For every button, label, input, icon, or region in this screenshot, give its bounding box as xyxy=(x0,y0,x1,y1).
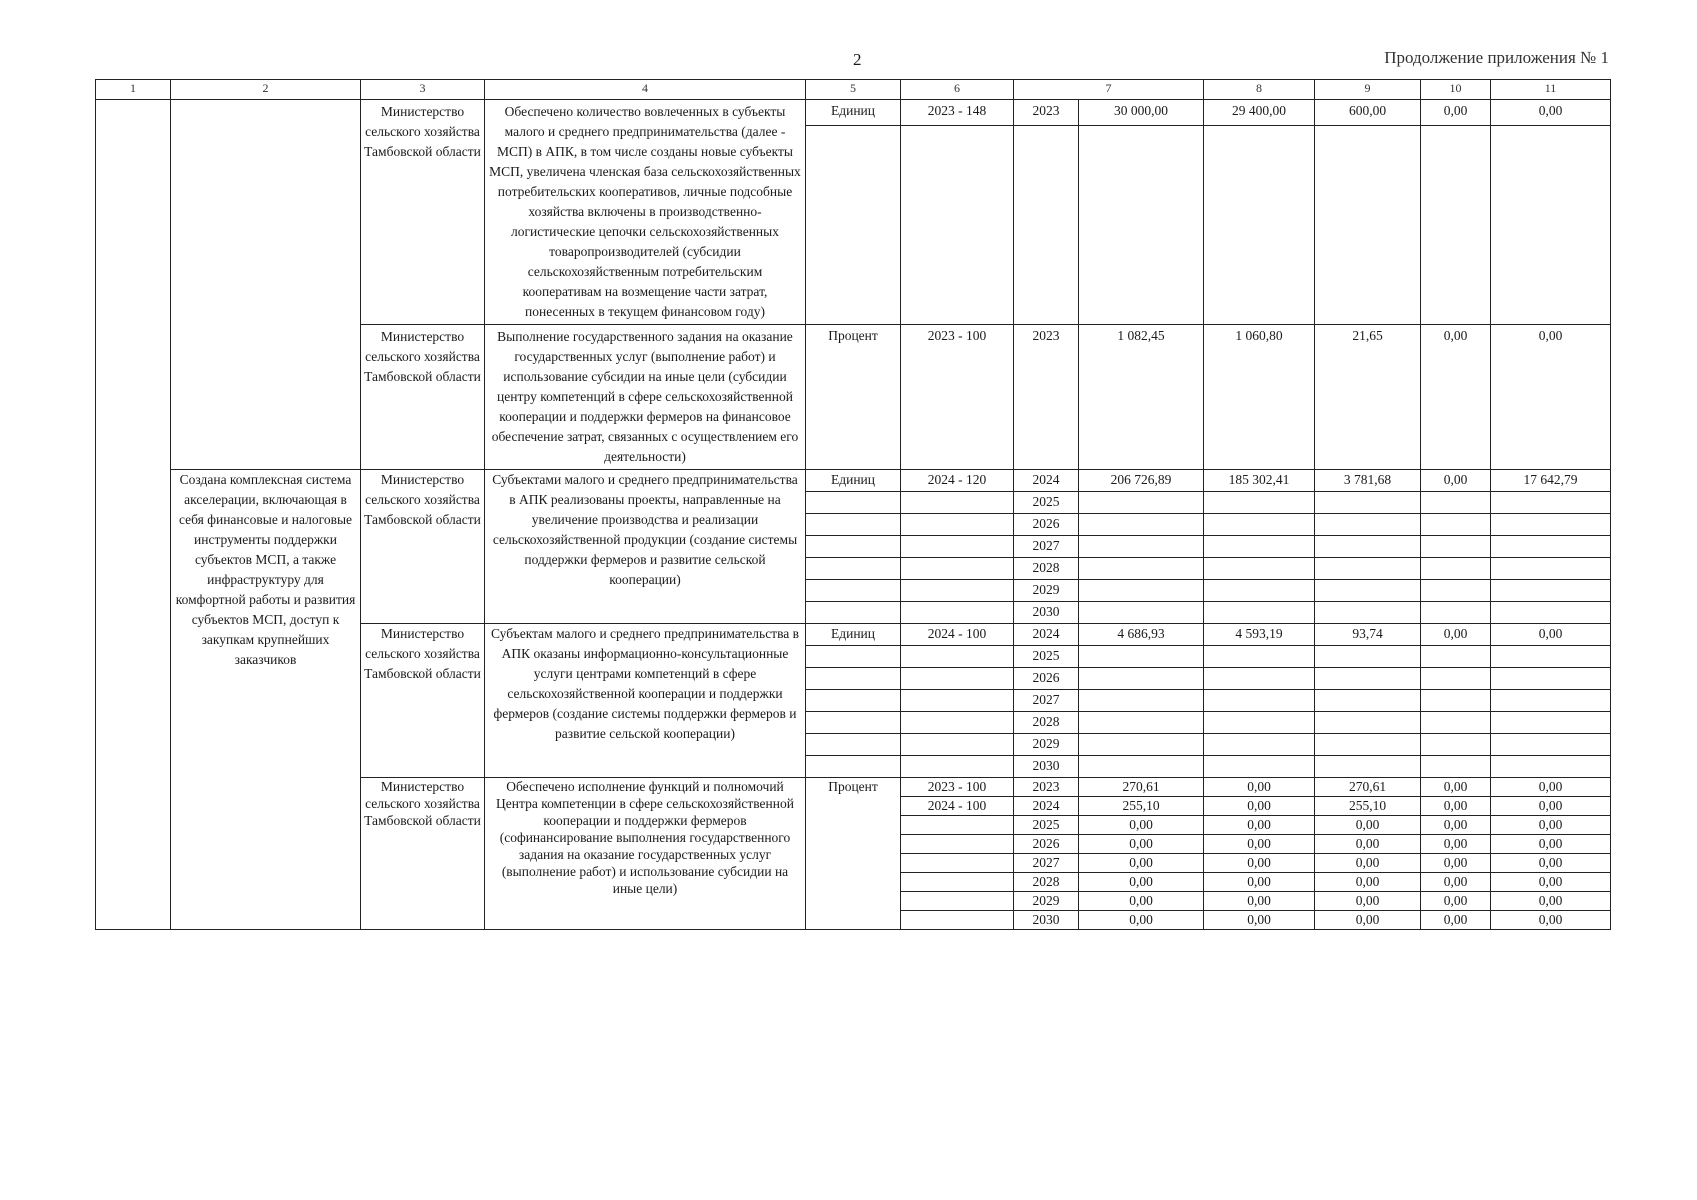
indicator-cell: Обеспечено исполнение функций и полномочий Центра компетенции в сфере сельскохозяйственной кооперации и поддержки фермеров (софинансирование выполнения государственного задания на оказание государственных услуг (выполнение работ) и использование субсидии на иные цели) xyxy=(485,778,806,930)
empty-cell xyxy=(1079,668,1204,690)
indicator-cell: Субъектами малого и среднего предпринимательства в АПК реализованы проекты, направленные на увеличение производства и реализации сельскохозяйственной продукции (создание системы поддержки фермеров и развитие сельской кооперации) xyxy=(485,470,806,624)
value-cell: 0,00 xyxy=(1421,624,1491,646)
column-number: 9 xyxy=(1315,80,1421,100)
value-cell: 4 593,19 xyxy=(1204,624,1315,646)
value-cell: 0,00 xyxy=(1204,911,1315,930)
empty-cell xyxy=(806,558,901,580)
value-cell: 0,00 xyxy=(1421,835,1491,854)
empty-cell xyxy=(1421,646,1491,668)
empty-cell xyxy=(1421,734,1491,756)
empty-cell xyxy=(806,756,901,778)
year-cell: 2025 xyxy=(1014,492,1079,514)
value-cell: 0,00 xyxy=(1421,854,1491,873)
value-cell: 93,74 xyxy=(1315,624,1421,646)
unit-cell: Единиц xyxy=(806,624,901,646)
empty-cell xyxy=(806,492,901,514)
empty-cell xyxy=(901,492,1014,514)
empty-cell xyxy=(1421,756,1491,778)
empty-cell xyxy=(1421,126,1491,325)
value-cell: 255,10 xyxy=(1079,797,1204,816)
value-cell: 0,00 xyxy=(1315,873,1421,892)
col2-cell xyxy=(171,100,361,470)
value-cell: 0,00 xyxy=(1079,835,1204,854)
empty-cell xyxy=(806,712,901,734)
year-cell: 2027 xyxy=(1014,690,1079,712)
target-cell xyxy=(901,854,1014,873)
value-cell: 0,00 xyxy=(1491,873,1611,892)
empty-cell xyxy=(1315,514,1421,536)
year-cell: 2023 xyxy=(1014,778,1079,797)
result-cell: Создана комплексная система акселерации, включающая в себя финансовые и налоговые инструменты поддержки субъектов МСП, а также инфраструктуру для комфортной работы и развития субъектов МСП, доступ к закупкам крупнейших заказчиков xyxy=(171,470,361,930)
year-cell: 2030 xyxy=(1014,911,1079,930)
year-cell: 2026 xyxy=(1014,668,1079,690)
empty-cell xyxy=(901,602,1014,624)
value-cell: 0,00 xyxy=(1315,911,1421,930)
target-cell: 2023 - 100 xyxy=(901,325,1014,470)
value-cell: 185 302,41 xyxy=(1204,470,1315,492)
empty-cell xyxy=(1079,646,1204,668)
empty-cell xyxy=(1315,536,1421,558)
empty-cell xyxy=(806,646,901,668)
empty-cell xyxy=(1491,492,1611,514)
empty-cell xyxy=(1079,690,1204,712)
empty-cell xyxy=(1079,712,1204,734)
value-cell: 0,00 xyxy=(1079,892,1204,911)
value-cell: 0,00 xyxy=(1204,854,1315,873)
empty-cell xyxy=(1014,126,1079,325)
year-cell: 2029 xyxy=(1014,892,1079,911)
empty-cell xyxy=(1491,712,1611,734)
empty-cell xyxy=(1204,126,1315,325)
year-cell: 2028 xyxy=(1014,873,1079,892)
value-cell: 0,00 xyxy=(1315,816,1421,835)
year-cell: 2024 xyxy=(1014,797,1079,816)
empty-cell xyxy=(806,536,901,558)
year-cell: 2024 xyxy=(1014,470,1079,492)
year-cell: 2030 xyxy=(1014,756,1079,778)
empty-cell xyxy=(1491,646,1611,668)
target-cell xyxy=(901,835,1014,854)
empty-cell xyxy=(901,646,1014,668)
value-cell: 0,00 xyxy=(1491,911,1611,930)
value-cell: 0,00 xyxy=(1491,854,1611,873)
empty-cell xyxy=(1204,514,1315,536)
year-cell: 2023 xyxy=(1014,100,1079,126)
empty-cell xyxy=(901,126,1014,325)
value-cell: 0,00 xyxy=(1204,797,1315,816)
empty-cell xyxy=(806,690,901,712)
indicator-cell: Обеспечено количество вовлеченных в субъекты малого и среднего предпринимательства (далее - МСП) в АПК, в том числе созданы новые субъекты МСП, увеличена членская база сельскохозяйственных потребительских кооперативов, личные подсобные хозяйства включены в производственно-логистические цепочки сельскохозяйственных товаропроизводителей (субсидии сельскохозяйственным потребительским кооперативам на возмещение части затрат, понесенных в текущем финансовом году) xyxy=(485,100,806,325)
value-cell: 0,00 xyxy=(1079,873,1204,892)
unit-cell: Процент xyxy=(806,778,901,930)
empty-cell xyxy=(1491,126,1611,325)
value-cell: 270,61 xyxy=(1315,778,1421,797)
target-cell: 2024 - 100 xyxy=(901,624,1014,646)
value-cell: 0,00 xyxy=(1421,816,1491,835)
empty-cell xyxy=(1421,558,1491,580)
value-cell: 0,00 xyxy=(1204,835,1315,854)
value-cell: 0,00 xyxy=(1491,892,1611,911)
value-cell: 0,00 xyxy=(1204,816,1315,835)
empty-cell xyxy=(901,734,1014,756)
value-cell: 0,00 xyxy=(1491,100,1611,126)
empty-cell xyxy=(1204,712,1315,734)
year-cell: 2028 xyxy=(1014,558,1079,580)
empty-cell xyxy=(806,580,901,602)
unit-cell: Единиц xyxy=(806,100,901,126)
year-cell: 2026 xyxy=(1014,514,1079,536)
column-number: 8 xyxy=(1204,80,1315,100)
indicator-cell: Выполнение государственного задания на оказание государственных услуг (выполнение работ) и использование субсидии на иные цели (субсидии центру компетенций в сфере сельскохозяйственной кооперации и поддержки фермеров на финансовое обеспечение затрат, связанных с осуществлением его деятельности) xyxy=(485,325,806,470)
empty-cell xyxy=(806,734,901,756)
empty-cell xyxy=(901,690,1014,712)
column-number: 2 xyxy=(171,80,361,100)
table-row xyxy=(96,470,1611,492)
value-cell: 270,61 xyxy=(1079,778,1204,797)
value-cell: 0,00 xyxy=(1491,624,1611,646)
value-cell: 600,00 xyxy=(1315,100,1421,126)
empty-cell xyxy=(901,712,1014,734)
empty-cell xyxy=(1315,668,1421,690)
value-cell: 0,00 xyxy=(1079,911,1204,930)
value-cell: 0,00 xyxy=(1491,325,1611,470)
column-number: 6 xyxy=(901,80,1014,100)
empty-cell xyxy=(1079,558,1204,580)
value-cell: 0,00 xyxy=(1491,835,1611,854)
target-cell xyxy=(901,873,1014,892)
column-number: 11 xyxy=(1491,80,1611,100)
empty-cell xyxy=(1315,492,1421,514)
column-number-row xyxy=(96,80,1611,100)
empty-cell xyxy=(1079,734,1204,756)
value-cell: 0,00 xyxy=(1421,797,1491,816)
empty-cell xyxy=(806,126,901,325)
column-number: 7 xyxy=(1014,80,1204,100)
ministry-cell: Министерство сельского хозяйства Тамбовской области xyxy=(361,100,485,325)
empty-cell xyxy=(1421,602,1491,624)
ministry-cell: Министерство сельского хозяйства Тамбовской области xyxy=(361,470,485,624)
year-cell: 2029 xyxy=(1014,734,1079,756)
year-cell: 2027 xyxy=(1014,536,1079,558)
empty-cell xyxy=(1315,558,1421,580)
empty-cell xyxy=(1204,734,1315,756)
ministry-cell: Министерство сельского хозяйства Тамбовской области xyxy=(361,624,485,778)
empty-cell xyxy=(1491,734,1611,756)
empty-cell xyxy=(1315,756,1421,778)
empty-cell xyxy=(1315,712,1421,734)
value-cell: 0,00 xyxy=(1491,816,1611,835)
empty-cell xyxy=(901,536,1014,558)
empty-cell xyxy=(1421,690,1491,712)
empty-cell xyxy=(1491,558,1611,580)
page-number: 2 xyxy=(853,50,862,69)
value-cell: 17 642,79 xyxy=(1491,470,1611,492)
empty-cell xyxy=(1079,126,1204,325)
ministry-cell: Министерство сельского хозяйства Тамбовской области xyxy=(361,778,485,930)
year-cell: 2024 xyxy=(1014,624,1079,646)
empty-cell xyxy=(1315,602,1421,624)
value-cell: 0,00 xyxy=(1421,873,1491,892)
empty-cell xyxy=(806,668,901,690)
value-cell: 0,00 xyxy=(1204,892,1315,911)
empty-cell xyxy=(1421,580,1491,602)
year-cell: 2025 xyxy=(1014,646,1079,668)
column-number: 3 xyxy=(361,80,485,100)
empty-cell xyxy=(1315,646,1421,668)
empty-cell xyxy=(1421,514,1491,536)
year-cell: 2030 xyxy=(1014,602,1079,624)
unit-cell: Единиц xyxy=(806,470,901,492)
target-cell xyxy=(901,911,1014,930)
continuation-title: Продолжение приложения № 1 xyxy=(1384,48,1609,67)
empty-cell xyxy=(1204,646,1315,668)
empty-cell xyxy=(1491,668,1611,690)
empty-cell xyxy=(1079,514,1204,536)
empty-cell xyxy=(1204,492,1315,514)
empty-cell xyxy=(1315,734,1421,756)
year-cell: 2025 xyxy=(1014,816,1079,835)
value-cell: 0,00 xyxy=(1491,797,1611,816)
year-cell: 2026 xyxy=(1014,835,1079,854)
value-cell: 0,00 xyxy=(1315,835,1421,854)
target-cell: 2023 - 100 xyxy=(901,778,1014,797)
value-cell: 21,65 xyxy=(1315,325,1421,470)
empty-cell xyxy=(806,514,901,536)
target-cell: 2024 - 100 xyxy=(901,797,1014,816)
value-cell: 206 726,89 xyxy=(1079,470,1204,492)
value-cell: 29 400,00 xyxy=(1204,100,1315,126)
value-cell: 0,00 xyxy=(1421,911,1491,930)
empty-cell xyxy=(1079,492,1204,514)
empty-cell xyxy=(1491,536,1611,558)
empty-cell xyxy=(806,602,901,624)
value-cell: 0,00 xyxy=(1421,325,1491,470)
unit-cell: Процент xyxy=(806,325,901,470)
column-number: 5 xyxy=(806,80,901,100)
value-cell: 0,00 xyxy=(1421,778,1491,797)
empty-cell xyxy=(1204,602,1315,624)
value-cell: 1 082,45 xyxy=(1079,325,1204,470)
table-row xyxy=(96,100,1611,126)
empty-cell xyxy=(1079,602,1204,624)
year-cell: 2027 xyxy=(1014,854,1079,873)
empty-cell xyxy=(1079,756,1204,778)
empty-cell xyxy=(1315,580,1421,602)
empty-cell xyxy=(1315,690,1421,712)
empty-cell xyxy=(901,668,1014,690)
empty-cell xyxy=(901,514,1014,536)
empty-cell xyxy=(1491,580,1611,602)
target-cell xyxy=(901,892,1014,911)
value-cell: 0,00 xyxy=(1421,100,1491,126)
empty-cell xyxy=(901,580,1014,602)
empty-cell xyxy=(1421,712,1491,734)
empty-cell xyxy=(1421,668,1491,690)
column-number: 10 xyxy=(1421,80,1491,100)
column-number: 4 xyxy=(485,80,806,100)
value-cell: 0,00 xyxy=(1079,854,1204,873)
empty-cell xyxy=(901,558,1014,580)
empty-cell xyxy=(901,756,1014,778)
indicator-cell: Субъектам малого и среднего предпринимательства в АПК оказаны информационно-консультационные услуги центрами компетенций в сфере сельскохозяйственной кооперации и поддержки фермеров (создание системы поддержки фермеров и развитие сельской кооперации) xyxy=(485,624,806,778)
value-cell: 0,00 xyxy=(1315,854,1421,873)
empty-cell xyxy=(1079,536,1204,558)
value-cell: 0,00 xyxy=(1491,778,1611,797)
value-cell: 30 000,00 xyxy=(1079,100,1204,126)
value-cell: 3 781,68 xyxy=(1315,470,1421,492)
empty-cell xyxy=(1204,536,1315,558)
year-cell: 2028 xyxy=(1014,712,1079,734)
empty-cell xyxy=(1204,690,1315,712)
empty-cell xyxy=(1421,536,1491,558)
value-cell: 0,00 xyxy=(1079,816,1204,835)
empty-cell xyxy=(1204,668,1315,690)
empty-cell xyxy=(1491,514,1611,536)
value-cell: 1 060,80 xyxy=(1204,325,1315,470)
empty-cell xyxy=(1491,756,1611,778)
empty-cell xyxy=(1315,126,1421,325)
empty-cell xyxy=(1421,492,1491,514)
value-cell: 4 686,93 xyxy=(1079,624,1204,646)
year-cell: 2023 xyxy=(1014,325,1079,470)
year-cell: 2029 xyxy=(1014,580,1079,602)
empty-cell xyxy=(1204,580,1315,602)
value-cell: 0,00 xyxy=(1421,470,1491,492)
ministry-cell: Министерство сельского хозяйства Тамбовской области xyxy=(361,325,485,470)
appendix-table xyxy=(95,79,1611,930)
target-cell xyxy=(901,816,1014,835)
empty-cell xyxy=(1079,580,1204,602)
value-cell: 0,00 xyxy=(1315,892,1421,911)
column-number: 1 xyxy=(96,80,171,100)
empty-cell xyxy=(1204,558,1315,580)
target-cell: 2023 - 148 xyxy=(901,100,1014,126)
value-cell: 255,10 xyxy=(1315,797,1421,816)
value-cell: 0,00 xyxy=(1204,778,1315,797)
empty-cell xyxy=(1491,602,1611,624)
value-cell: 0,00 xyxy=(1421,892,1491,911)
empty-cell xyxy=(1204,756,1315,778)
empty-cell xyxy=(1491,690,1611,712)
col1-cell xyxy=(96,100,171,930)
target-cell: 2024 - 120 xyxy=(901,470,1014,492)
value-cell: 0,00 xyxy=(1204,873,1315,892)
